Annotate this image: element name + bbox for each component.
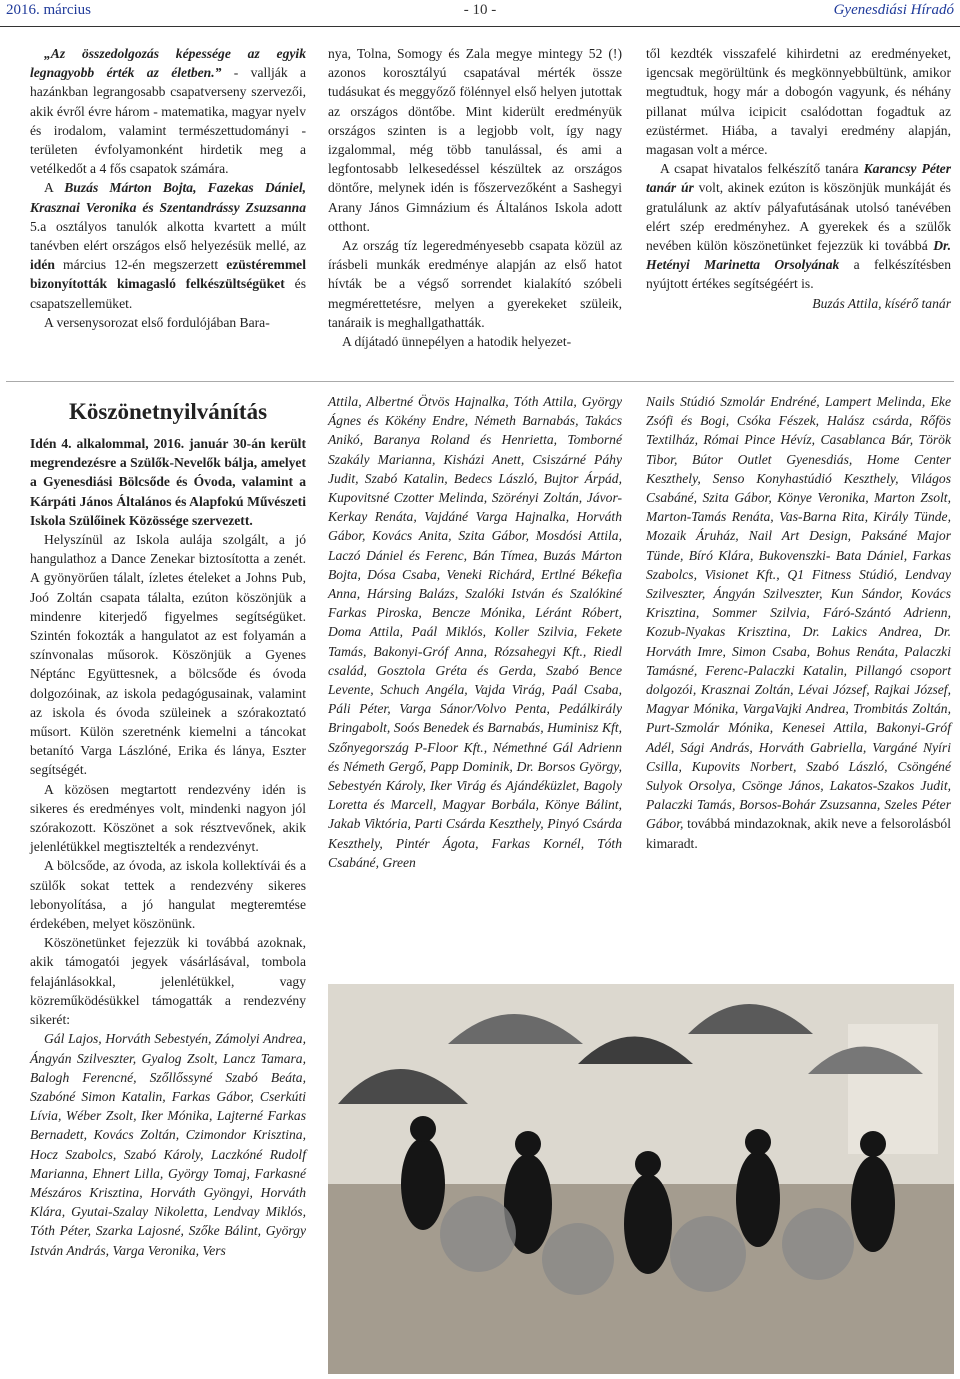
- article2-column2: [328, 392, 622, 872]
- dance-photo: [328, 984, 954, 1374]
- article1-column2: nya, Tolna, Somogy és Zala megye mintegy 52 (!) azonos korosztályú csapatával mérték össze tudásukat és meggyőző fölénnyel első helyen jutottak az országos döntőbe. Mint kiderült eredményük országos szinten is a legjobb volt, így nagy izgalommal, még több tanulással, és ami a legfontosabb lelkesedéssel készültek az országos döntőre, melynek idén is főszervezőként a Sashegyi Arany János Gimnázium és Általános Iskola adott otthont. Az ország tíz legeredményesebb csapata közül az írásbeli munkák eredménye alapján az első hatot hívták be a végső sorrendet kialakító szóbeli megmérettetésre, melyen a gyerekeket szüleik, tanáraik is meghallgathatták. A díjátadó ünnepélyen a hatodik helyezet-: [328, 46, 622, 350]
- newspaper-title: Gyenesdiási Híradó: [833, 2, 954, 18]
- supporter-list: Gál Lajos, Horváth Sebestyén, Zámolyi Andrea, Ángyán Szilveszter, Gyalog Zsolt, Lancz Tamara, Balogh Ferencné, Szőllőssyné Szabó Beáta, Szabóné Simon Katalin, Farkas Gábor, Cserkúti Lívia, Wéber Zsolt, Iker Mónika, Lajterné Farkas Bernadett, Kovács Zoltán, Czimondor Krisztina, Hocz Szabolcs, Szabó Károly, Laczkóné Rudolf Marianna, Ehnert Lilla, György Tomaj, Farkasné Mészáros Krisztina, Horváth Gyöngyi, Horváth Klára, Gyutai-Szalay Nikoletta, Lendvay Miklós, Tóth Péter, Szarka Lajosné, Szőke Bálint, György István András, Varga Veronika, Vers: [30, 1031, 306, 1258]
- team-names: Buzás Márton Bojta, Fazekas Dániel, Krasznai Veronika és Szentandrássy Zsuzsanna: [30, 180, 307, 215]
- supporter-list: Attila, Albertné Ötvös Hajnalka, Tóth Attila, György Ágnes és Kökény Endre, Németh Barnabás, Takács Anikó, Baranya Roland és Henrietta, Tomborné Szakály Marianna, Kisházi Anett, Csiszárné Páhy Judit, Szabó Katalin, Bedecs László, Bujtor Árpád, Kupovitsné Czotter Melinda, Szörényi Zoltán, Jávor-Kerkay Renáta, Vajdáné Varga Hajnalka, Horváth Gábor, Kovács Anita, Szita Gábor, Mosdósi Attila, Laczó Dániel és Ferenc, Bán Tímea, Buzás Márton Bojta, Dósa Csaba, Veneki Richárd, Ertlné Békefia Anna, Hársing Balázs, Szalóki István és Szalókiné Farkas Piroska, Bencze Mónika, Léránt Róbert, Doma Attila, Paál Miklós, Koller Szilvia, Fekete Tamás, Bakonyi-Gróf Anna, Rózsahegyi Kft., Riedl család, Gosztola Gréta és Gerda, Szabó Bence Levente, Schuch Angéla, Vajda Virág, Paál Csaba, Páli Péter, Varga Sánor/Volvo Penta, Pedálkirály Bringabolt, Soós Benedek és Barnabás, Huminisz Kft, Szőnyegország P-Floor Kft., Némethné Gál Adrienn és Németh Gergő, Papp Dominik, Dr. Borsos György, Sebestyén Károly, Iker Virág és Ajándéküzlet, Bagoly Loretta és Marcell, Magyar Borbála, Könye Bálint, Jakab Viktória, Parti Csárda Keszthely, Pinyó Csárda Keszthely, Pintér Ágota, Farkas Kornél, Tóth Csabáné, Green: [328, 394, 622, 870]
- article1-column3: től kezdték visszafelé kihirdetni az eredményeket, igencsak megörültünk és megkönnyebbültünk, amikor megtudtuk, hogy már a dobogón vagyunk, és néhány pillanat múlva icipicit csalódottan fogadtuk az ezüstérmet. Hiába, a tavalyi eredmény alapján, magasan volt a mérce. A csapat hivatalos felkészítő tanára Karancsy Péter tanár úr volt, akinek ezúton is köszönjük munkáját és gratulálunk az aktív pályafutásának utolsó tanévében elért szép eredményhez. A gyerekek és a szülők nevében külön köszönetünket fejezzük ki továbbá Dr. Hetényi Marinetta Orsolyának a felkészítésben nyújtott értékes segítségéért is. Buzás Attila, kísérő tanár: [646, 44, 951, 313]
- page-number: - 10 -: [463, 2, 497, 18]
- issue-date: 2016. március: [6, 2, 91, 18]
- article2-column3: Nails Stúdió Szmolár Endréné, Lampert Melinda, Eke Zsófi és Bogi, Csóka Fészek, Halász csárda, Rőfös Textilház, Római Pince Hévíz, Casablanca Bár, Török Tibor, Bútor Outlet Gyenesdiás, Home Center Keszthely, Senso Konyhastúdió Keszthely, Világos Csabáné, Szita Gábor, Könye Veronika, Marton Zsolt, Marton-Tamás Renáta, Vas-Barna Rita, Király Tünde, Mozaik Áruház, Nail Art Design, Paksáné Major Tünde, Bíró Klára, Bukovenszki- Bata Dániel, Farkas Szabolcs, Visionet Kft., Q1 Fitness Stúdió, Lendvay Szilveszter, Ángyán Szilveszter, Kun Sándor, Kovács Krisztina, Sommer Szilvia, Fáró-Szántó Adrienn, Kozub-Nyakas Krisztina, Dr. Lakics Andrea, Dr. Horváth Imre, Simon Csaba, Bohus Renáta, Palaczki Tamásné, Ferenc-Palaczki Katalin, Pillangó csoport dolgozói, Krasznai Zoltán, Lévai József, Rajkai József, Magyar Mónika, VargaVajki Andrea, Trombitás Zoltán, Purt-Szmolár Mónika, Kenesei Attila, Bakonyi-Gróf Adél, Sági András, Horváth Gabriella, Vargáné Nyíri Csilla, Kupovits Norbert, Szabó László, Csöngéné Sulyok Orsolya, Csönge János, Lakatos-Szakos Judit, Palaczki Tamás, Borsos-Bohár Zsuzsanna, Szeles Péter Gábor, továbbá mindazoknak, akik neve a felsorolásból kimaradt.: [646, 394, 951, 851]
- article-divider: [6, 381, 954, 382]
- article2-column1: Köszönetnyilvánítás Idén 4. alkalommal, 2016. január 30-án került megrendezésre a Szülők-Nevelők bálja, amelyet a Gyenesdiási Bölcsőde és Óvoda, valamint a Kárpáti János Általános és Alapfokú Művészeti Iskola Szülőinek Közössége szervezett. Helyszínül az Iskola aulája szolgált, a jó hangulathoz a Dance Zenekar biztosította a zenét. A gyönyörűen tálalt, ízletes ételeket a Johns Pub, Joó Zoltán csapata tálalta, ezúton köszönjük a mindenre kiterjedő figyelmes segítségüket. Szintén fokozták a hangulatot az est folyamán a színvonalas műsorok. Köszönjük a Gyenes Néptánc Együttesnek, a bölcsőde és óvoda dolgozóinak, az iskola pedagógusainak, valamint az iskola és óvoda szüleinek a szórakoztató műsort. Külön szeretnénk kiemelni a táncokat betanító Varga Lászlóné, Erika és lánya, Eszter segítségét. A közösen megtartott rendezvény idén is sikeres és eredményes volt, mindenki nagyon jól szórakozott. Köszönet a sok résztvevőnek, akik jelenlétükkel megtisztelték a rendezvényt. A bölcsőde, az óvoda, az iskola kollektívái és a szülők sokat tettek a rendezvény sikeres lebonyolítása, a jó hangulat megteremtése érdekében, melyet köszönünk. Köszönetünket fejezzük ki továbbá azoknak, akik támogatói jegyek vásárlásával, tombola felajánlásokkal, jelenlétükkel, vagy közreműködésükkel támogatták a rendezvény sikerét: Gál Lajos, Horváth Sebestyén, Zámolyi Andrea, Ángyán Szilveszter, Gyalog Zsolt, Lancz Tamara, Balogh Ferencné, Szőllőssyné Szabó Beáta, Szabóné Simon Katalin, Farkas Gábor, Cserkúti Lívia, Wéber Zsolt, Iker Mónika, Lajterné Farkas Bernadett, Kovács Zoltán, Czimondor Krisztina, Hocz Szabolcs, Szabó Károly, Laczkóné Rudolf Marianna, Ehnert Lilla, György Tomaj, Farkasné Mészáros Krisztina, Horváth Gyöngyi, Horváth Klára, Gyutai-Szalay Nikoletta, Lendvay Miklós, Tóth Péter, Szarka Lajosné, Szőke Bálint, György István András, Varga Veronika, Vers: [30, 392, 306, 1260]
- signature: Buzás Attila, kísérő tanár: [812, 295, 951, 311]
- page-header: [0, 0, 960, 27]
- article-title: Köszönetnyilvánítás: [68, 399, 268, 424]
- article-lead: Idén 4. alkalommal, 2016. január 30-án került megrendezésre a Szülők-Nevelők bálja, amelyet a Gyenesdiási Bölcsőde és Óvoda, valamint a Kárpáti János Általános és Alapfokú Művészeti Iskola Szülőinek Közössége szervezett.: [30, 436, 306, 528]
- supporter-list: Nails Stúdió Szmolár Endréné, Lampert Melinda, Eke Zsófi és Bogi, Csóka Fészek, Halász csárda, Rőfös Textilház, Római Pince Hévíz, Casablanca Bár, Török Tibor, Bútor Outlet Gyenesdiás, Home Center Keszthely, Senso Konyhastúdió Keszthely, Világos Csabáné, Szita Gábor, Könye Veronika, Marton Zsolt, Marton-Tamás Renáta, Vas-Barna Rita, Király Tünde, Mozaik Áruház, Nail Art Design, Paksáné Major Tünde, Bíró Klára, Bukovenszki- Bata Dániel, Farkas Szabolcs, Visionet Kft., Q1 Fitness Stúdió, Lendvay Szilveszter, Ángyán Szilveszter, Kun Sándor, Kovács Krisztina, Sommer Szilvia, Fáró-Szántó Adrienn, Kozub-Nyakas Krisztina, Dr. Lakics Andrea, Dr. Horváth Imre, Simon Csaba, Bohus Renáta, Palaczki Tamásné, Ferenc-Palaczki Katalin, Pillangó csoport dolgozói, Krasznai Zoltán, Lévai József, Rajkai József, Magyar Mónika, VargaVajki Andrea, Trombitás Zoltán, Purt-Szmolár Mónika, Kenesei Attila, Bakonyi-Gróf Adél, Sági András, Horváth Gabriella, Vargáné Nyíri Csilla, Kupovits Norbert, Szabó László, Csöngéné Sulyok Orsolya, Csönge János, Lakatos-Szakos Judit, Palaczki Tamás, Borsos-Bohár Zsuzsanna, Szeles Péter Gábor,: [646, 394, 951, 832]
- quote: „Az összedolgozás képessége az egyik legnagyobb érték az életben.”: [30, 46, 306, 81]
- dance-photo-image: [328, 984, 954, 1374]
- article1-column1: „Az összedolgozás képessége az egyik legnagyobb érték az életben.” - vallják a hazánkban legrangosabb csapatverseny szervezői, akik évről évre három - matematika, magyar nyelv és irodalom, valamint természettudományi - területen évfolyamonként hirdetik meg a vetélkedőt a 4 fős csapatok számára. A Buzás Márton Bojta, Fazekas Dániel, Krasznai Veronika és Szentandrássy Zsuzsanna 5.a osztályos tanulók alkotta kvartett a múlt tanévben elért országos első helyezésük mellé, az idén március 12-én megszerzett ezüstéremmel bizonyították kimagasló felkészültségüket és csapatszellemüket. A versenysorozat első fordulójában Bara-: [30, 46, 307, 330]
